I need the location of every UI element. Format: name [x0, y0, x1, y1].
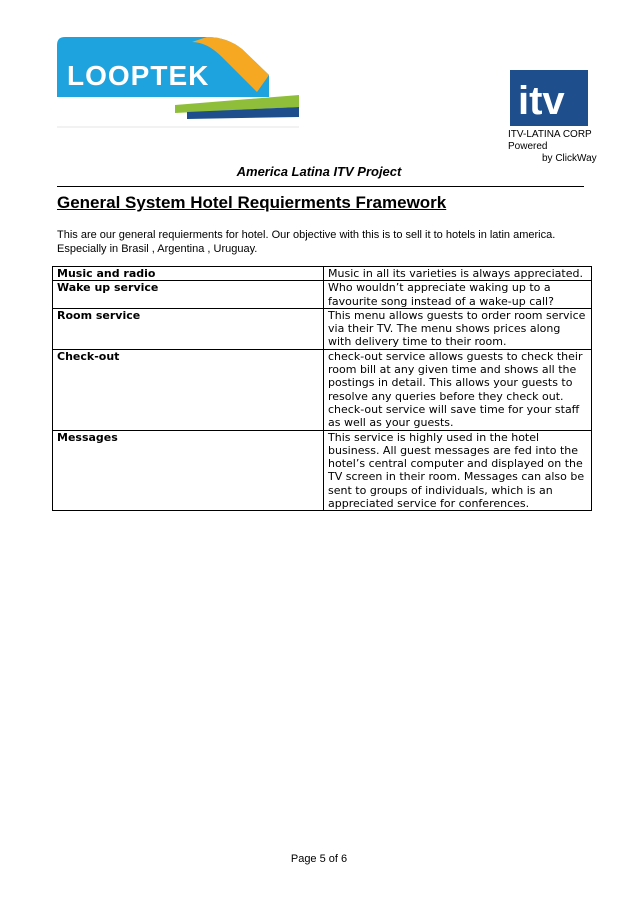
project-title: America Latina ITV Project [236, 164, 402, 179]
itv-logo [510, 70, 590, 133]
corp-by: by ClickWay [542, 153, 597, 164]
intro-paragraph: This are our general requierments for hotel. Our objective with this is to sell it to hotels in latin america. Especially in Brasil , Argentina , Uruguay. [57, 229, 556, 255]
looptek-logo [57, 37, 299, 132]
row-label: Room service [53, 308, 324, 349]
looptek-logo-text: LOOPTEK [67, 60, 210, 91]
row-label: Music and radio [53, 267, 324, 281]
row-description: This menu allows guests to order room service via their TV. The menu shows prices along with delivery time to their room. [324, 308, 592, 349]
corp-name: ITV-LATINA CORP [508, 129, 592, 140]
corp-caption [508, 129, 597, 165]
itv-logo-text: itv [518, 79, 565, 123]
row-description: Who wouldn’t appreciate waking up to a favourite song instead of a wake-up call? [324, 281, 592, 309]
row-description: check-out service allows guests to check their room bill at any given time and shows all the postings in detail. This allows your guests to resolve any queries before they check out. check-out service will save time for your staff as well as your guests. [324, 349, 592, 430]
row-description: Music in all its varieties is always appreciated. [324, 267, 592, 281]
header-divider [57, 186, 584, 187]
table-row [53, 430, 592, 511]
table-row [53, 308, 592, 349]
page-number: Page 5 of 6 [290, 853, 348, 865]
row-label: Check-out [53, 349, 324, 430]
row-label: Messages [53, 430, 324, 511]
page-title: General System Hotel Requierments Framework [57, 193, 447, 212]
requirements-table [52, 266, 592, 511]
table-row [53, 281, 592, 309]
row-label: Wake up service [53, 281, 324, 309]
table-row [53, 349, 592, 430]
table-row [53, 267, 592, 281]
corp-powered: Powered [508, 141, 548, 152]
row-description: This service is highly used in the hotel business. All guest messages are fed into the hotel’s central computer and displayed on the TV screen in their room. Messages can also be sent to groups of individuals, which is an appreciated service for conferences. [324, 430, 592, 511]
